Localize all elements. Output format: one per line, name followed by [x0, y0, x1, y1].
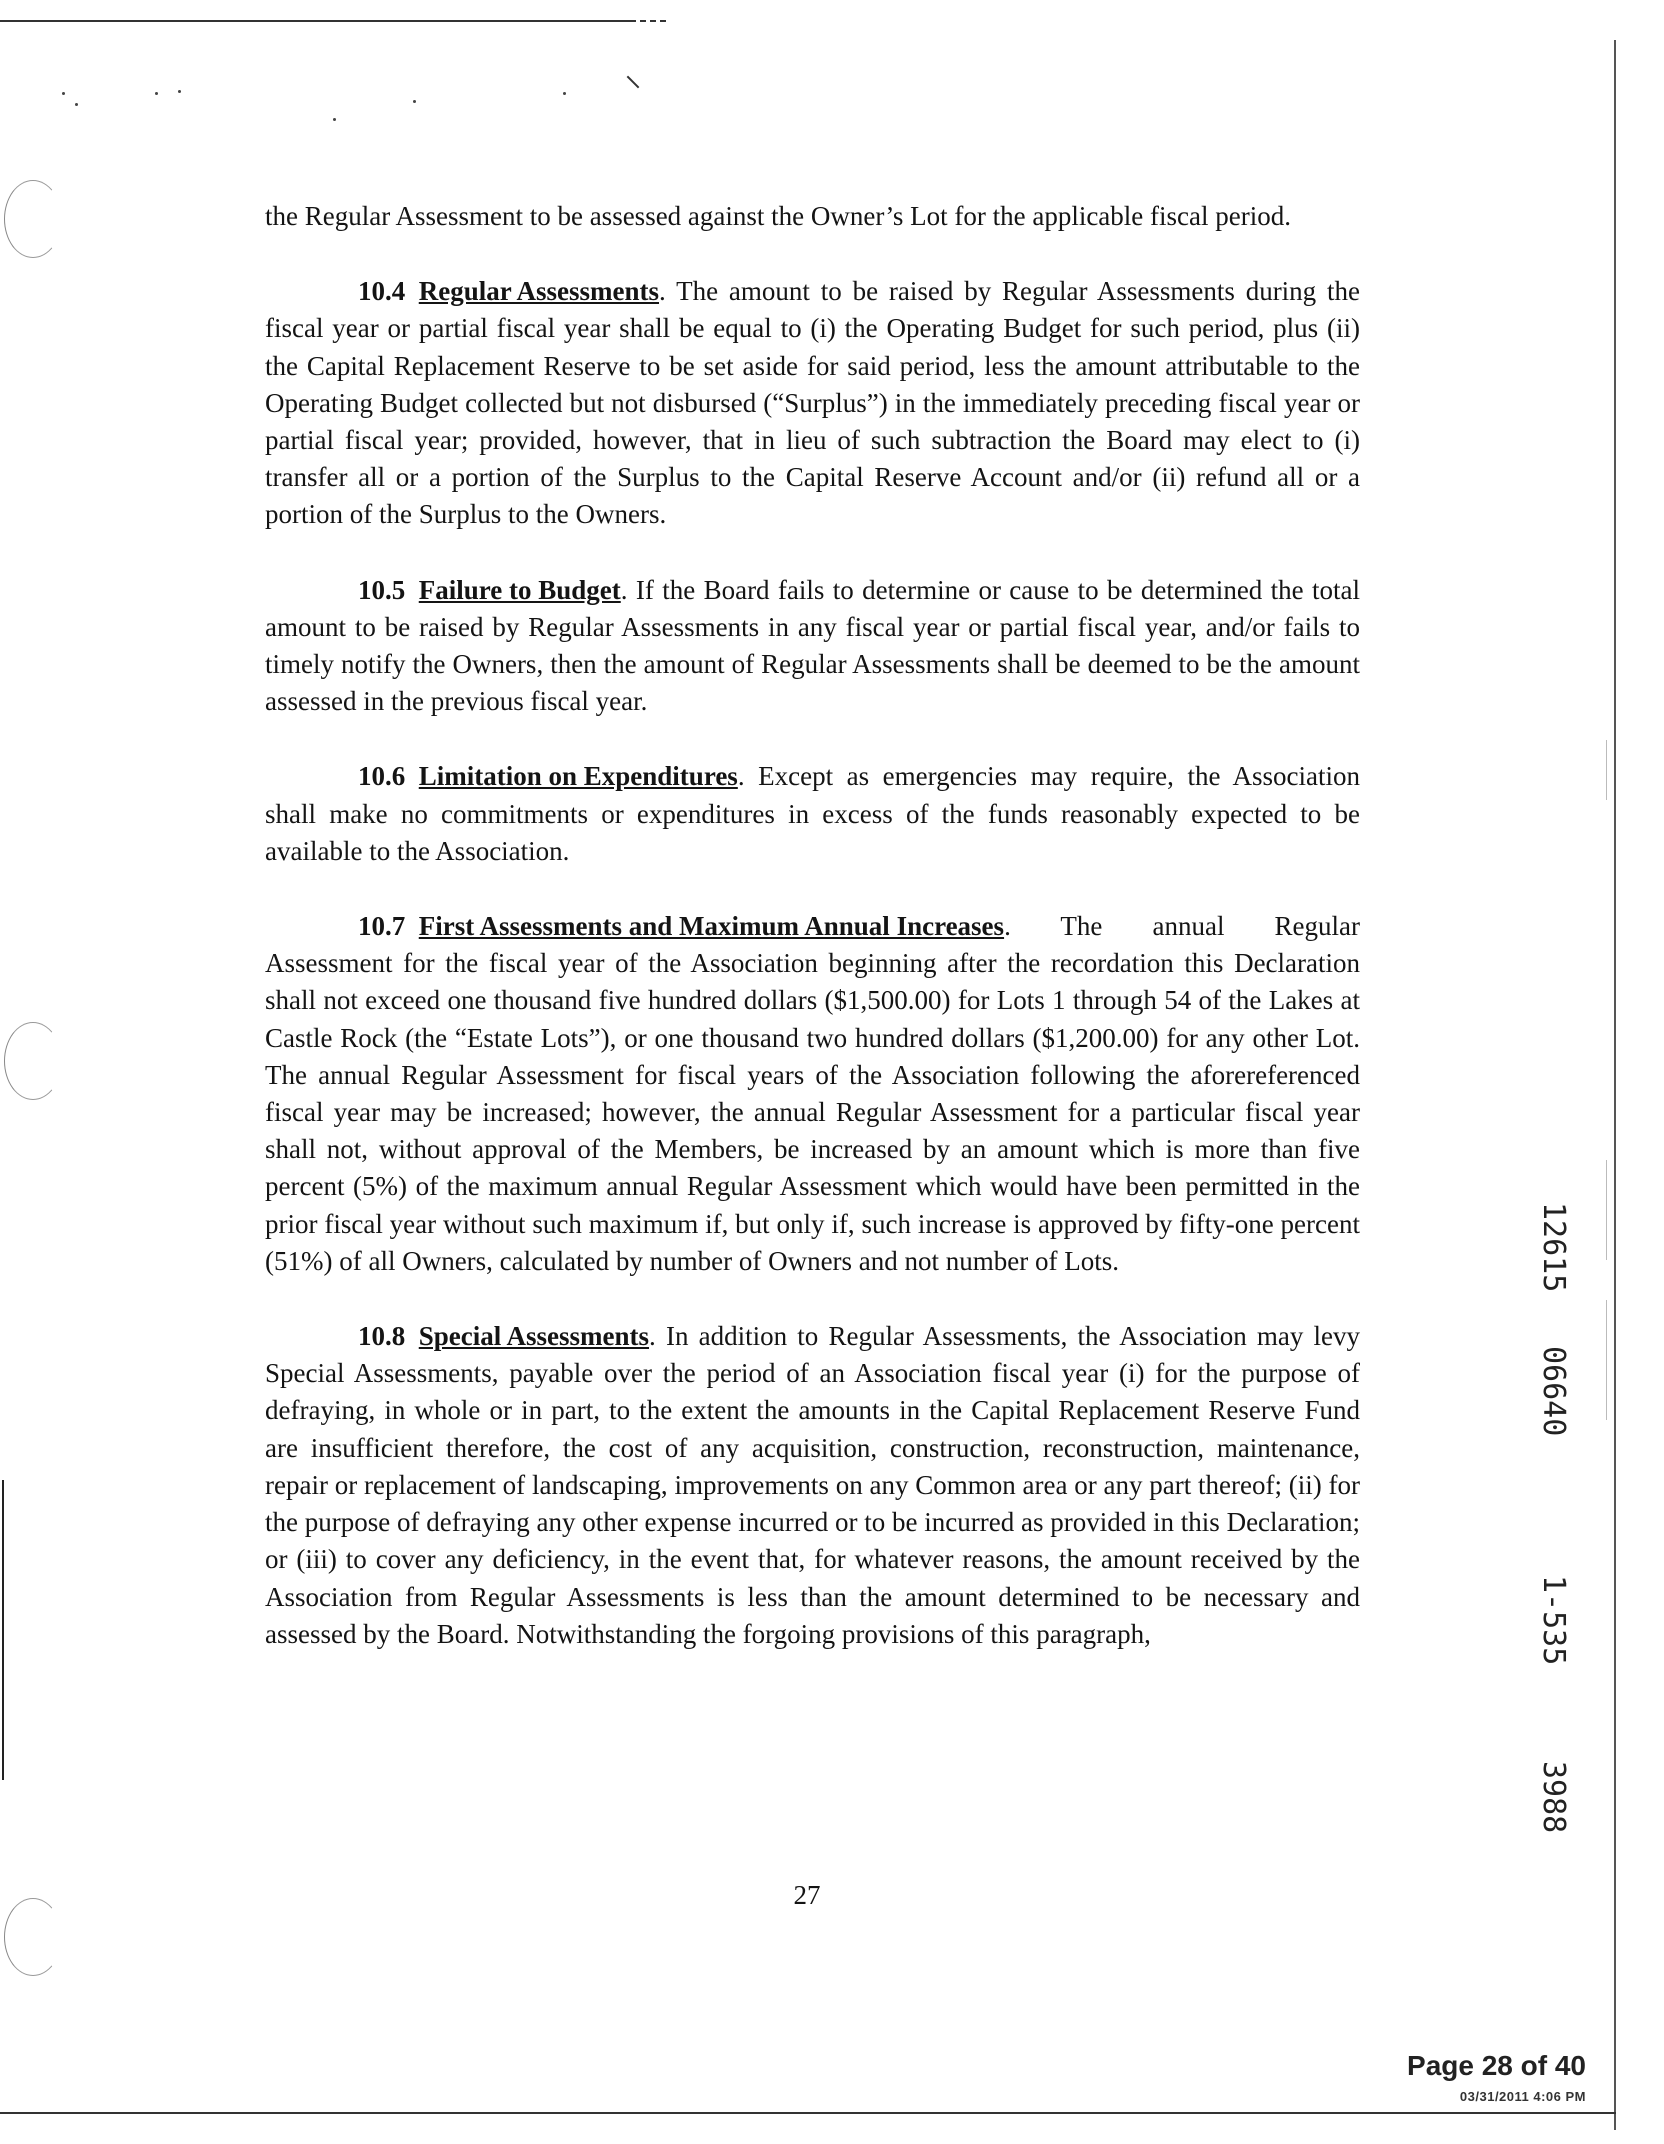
recording-stamp	[1536, 1316, 1571, 1466]
section-10-7	[265, 908, 1360, 1280]
stamp-digits: 12615	[1536, 1201, 1571, 1293]
section-number-indent: 10.6 Limitation on Expenditures.	[358, 761, 745, 792]
section-text: In addition to Regular Assessments, the Association may levy Special Assessments, payable over the period of an Association fiscal year (i) for the purpose of defraying, in whole or in part, to the extent the amounts in the Capital Replacement Reserve Fund are insufficient therefore, the cost of any acquisition, construction, reconstruction, maintenance, repair or replacement of landscaping, improvements on any Common area or any part thereof; (ii) for the purpose of defraying any other expense incurred or to be incurred as provided in this Declaration; or (iii) to cover any deficiency, in the event that, for whatever reasons, the amount received by the Association from Regular Assessments is less than the amount determined to be necessary and assessed by the Board. Notwithstanding the forgoing provisions of this paragraph,	[265, 1321, 1361, 1649]
scan-bottom-edge	[0, 2112, 1616, 2114]
section-number: 10.6	[358, 761, 406, 792]
section-heading: Failure to Budget	[418, 574, 621, 605]
scan-speck	[563, 92, 566, 95]
section-number-indent: 10.7 First Assessments and Maximum Annual Increases.	[358, 911, 1011, 942]
punch-hole	[4, 1022, 62, 1100]
stamp-digits: 06640	[1536, 1345, 1571, 1437]
section-10-5	[265, 572, 1360, 721]
section-number: 10.7	[358, 911, 406, 942]
scan-mark	[1606, 740, 1607, 800]
section-heading: Limitation on Expenditures	[418, 761, 738, 792]
punch-hole	[4, 180, 62, 258]
scan-speck	[333, 118, 336, 121]
stamp-digits: 3988	[1536, 1760, 1571, 1834]
stamp-digits: 1-535	[1536, 1574, 1571, 1666]
section-text: The amount to be raised by Regular Assessments during the fiscal year or partial fiscal year shall be equal to (i) the Operating Budget for such period, plus (ii) the Capital Replacement Reserve to be set aside for said period, less the amount attributable to the Operating Budget collected but not disbursed (“Surplus”) in the immediately preceding fiscal year or partial fiscal year; provided, however, that in lieu of such subtraction the Board may elect to (i) transfer all or a portion of the Surplus to the Capital Reserve Account and/or (ii) refund all or a portion of the Surplus to the Owners.	[265, 276, 1361, 530]
section-10-4	[265, 273, 1360, 533]
scan-speck	[178, 90, 181, 93]
scan-speck	[155, 92, 158, 95]
scan-mark	[1606, 1300, 1607, 1420]
scan-speck	[62, 92, 65, 95]
recording-stamp	[1536, 1540, 1571, 1700]
section-text: If the Board fails to determine or cause to be determined the total amount to be raised by Regular Assessments in any fiscal year or partial fiscal year, and/or fails to timely notify the Owners, then the amount of Regular Assessments shall be deemed to be the amount assessed in the previous fiscal year.	[265, 574, 1361, 717]
section-text: Except as emergencies may require, the Association shall make no commitments or expenditures in excess of the funds reasonably expected to be available to the Association.	[265, 761, 1361, 866]
footer-timestamp: 03/31/2011 4:06 PM	[1459, 2089, 1586, 2104]
scan-mark	[1606, 1160, 1607, 1260]
section-number: 10.5	[358, 574, 406, 605]
section-number-indent: 10.5 Failure to Budget.	[358, 574, 628, 605]
scan-border-dash	[630, 20, 670, 22]
section-text: The annual Regular Assessment for the fiscal year of the Association beginning after the recordation this Declaration shall not exceed one thousand five hundred dollars ($1,500.00) for Lots 1 through 54 of the Lakes at Castle Rock (the “Estate Lots”), or one thousand two hundred dollars ($1,200.00) for any other Lot. The annual Regular Assessment for fiscal years of the Association following the aforereferenced fiscal year may be increased; however, the annual Regular Assessment for a particular fiscal year shall not, without approval of the Members, be increased by an amount which is more than five percent (5%) of the maximum annual Regular Assessment which would have been permitted in the prior fiscal year without such maximum if, but only if, such increase is approved by fifty-one percent (51%) of all Owners, calculated by number of Owners and not number of Lots.	[265, 911, 1361, 1276]
scan-border-line	[0, 20, 630, 22]
section-number: 10.4	[358, 276, 406, 307]
scan-speck	[413, 100, 416, 103]
document-body	[265, 198, 1360, 1691]
footer-page-label: Page 28 of 40	[1407, 2050, 1586, 2081]
section-number: 10.8	[358, 1321, 406, 1352]
section-heading: Special Assessments	[418, 1321, 650, 1352]
section-10-6	[265, 758, 1360, 870]
scan-right-edge	[1614, 40, 1616, 2130]
scan-tick-mark	[627, 76, 640, 89]
section-heading: First Assessments and Maximum Annual Increases	[418, 911, 1005, 942]
scan-left-edge	[2, 1480, 4, 1780]
section-number-indent: 10.8 Special Assessments.	[358, 1321, 656, 1352]
recording-stamp	[1536, 1172, 1571, 1322]
section-number-indent: 10.4 Regular Assessments.	[358, 276, 666, 307]
scan-speck	[75, 103, 78, 106]
page-number: 27	[793, 1880, 821, 1910]
section-heading: Regular Assessments	[418, 276, 660, 307]
section-10-8	[265, 1318, 1360, 1653]
recording-stamp	[1536, 1732, 1571, 1862]
continuation-paragraph: the Regular Assessment to be assessed against the Owner’s Lot for the applicable fiscal period.	[265, 201, 1291, 231]
